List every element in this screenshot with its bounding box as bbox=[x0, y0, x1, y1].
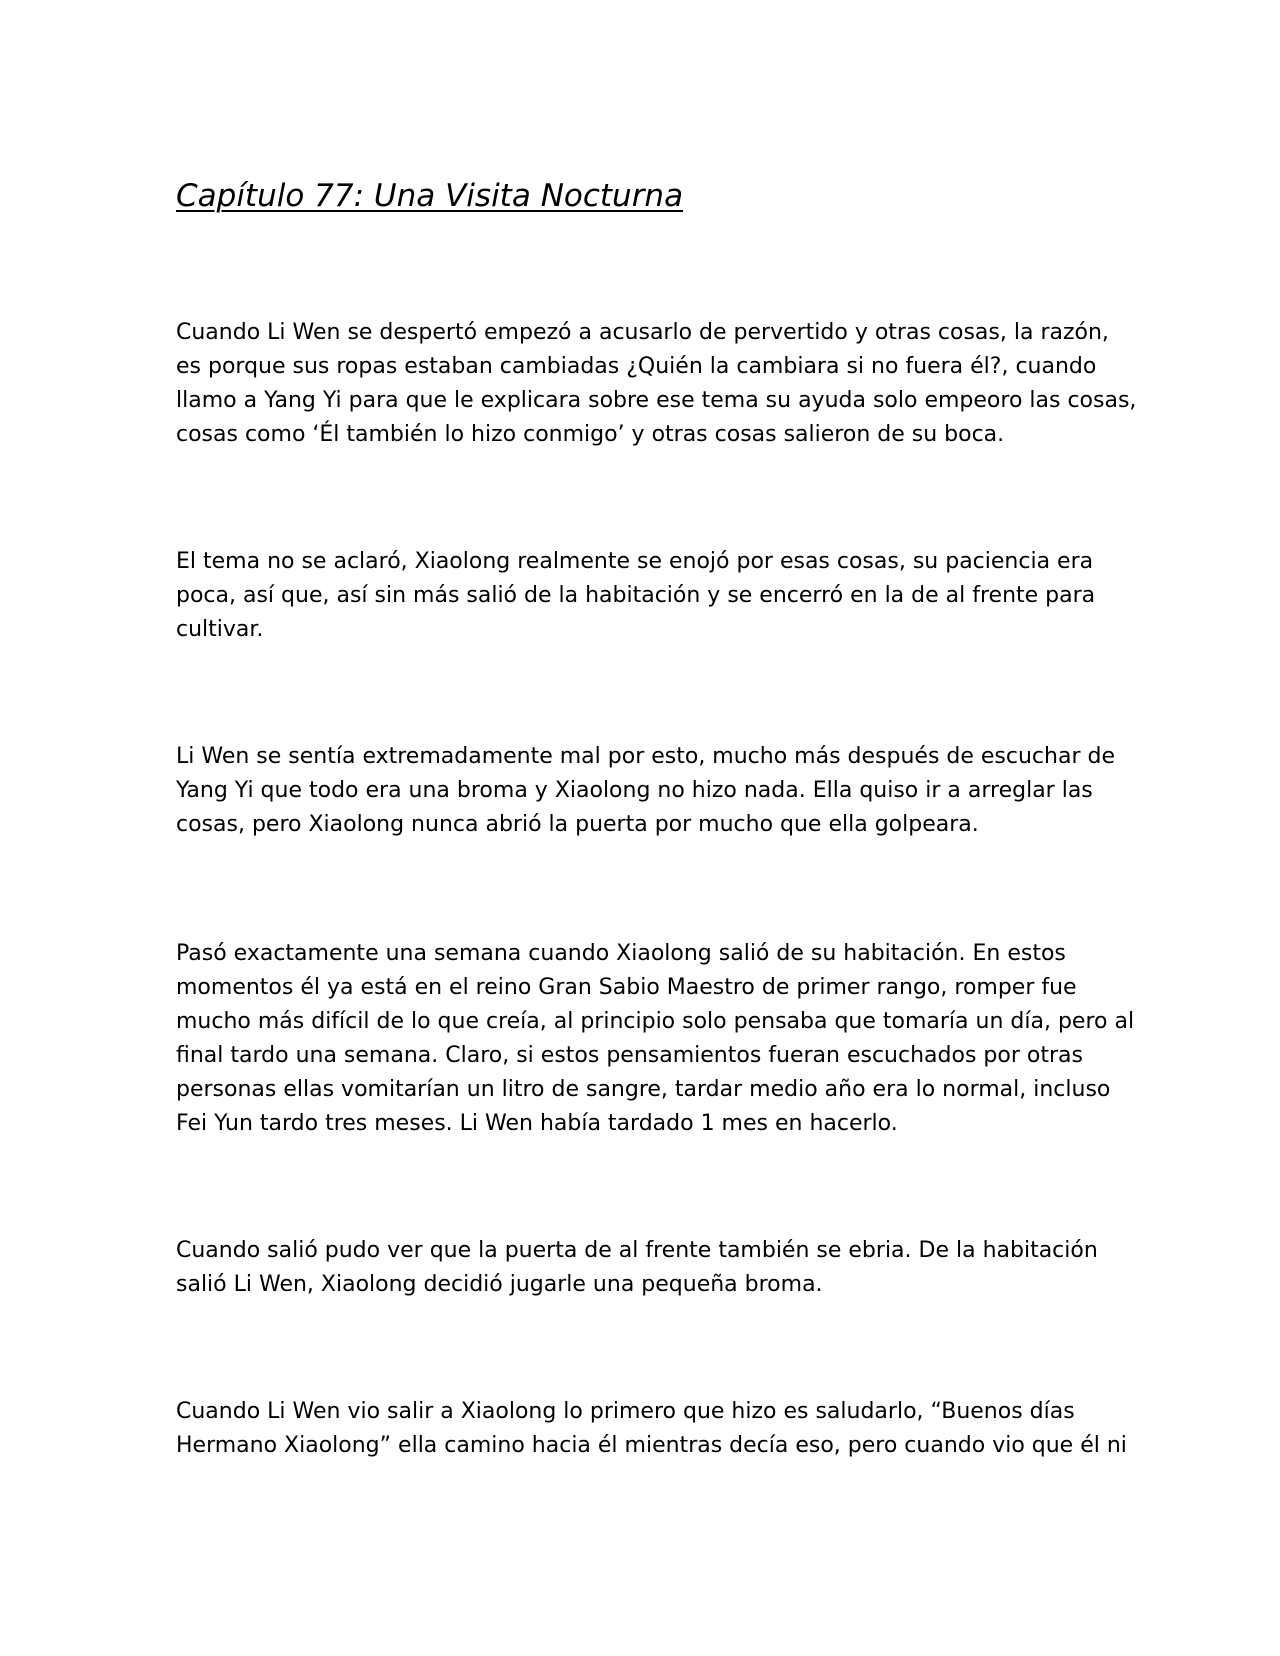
paragraph-line: cosas, pero Xiaolong nunca abrió la puerta por mucho que ella golpeara. bbox=[176, 812, 979, 837]
paragraph-line: Li Wen se sentía extremadamente mal por esto, mucho más después de escuchar de bbox=[176, 744, 1115, 769]
chapter-title: Capítulo 77: Una Visita Nocturna bbox=[176, 178, 684, 214]
paragraph bbox=[176, 937, 1135, 1141]
paragraph-line: es porque sus ropas estaban cambiadas ¿Quién la cambiara si no fuera él?, cuando bbox=[176, 354, 1097, 379]
paragraph-line: cosas como ‘Él también lo hizo conmigo’ y otras cosas salieron de su boca. bbox=[176, 422, 1005, 447]
paragraph-line: Yang Yi que todo era una broma y Xiaolong no hizo nada. Ella quiso ir a arreglar las bbox=[176, 778, 1093, 803]
paragraph-line: personas ellas vomitarían un litro de sangre, tardar medio año era lo normal, incluso bbox=[176, 1077, 1111, 1102]
paragraph-line: Fei Yun tardo tres meses. Li Wen había tardado 1 mes en hacerlo. bbox=[176, 1111, 898, 1136]
paragraph bbox=[176, 1234, 1096, 1302]
paragraph bbox=[176, 545, 1096, 647]
paragraph-line: salió Li Wen, Xiaolong decidió jugarle una pequeña broma. bbox=[176, 1272, 823, 1297]
paragraph-line: Pasó exactamente una semana cuando Xiaolong salió de su habitación. En estos bbox=[176, 941, 1066, 966]
paragraph-line: mucho más difícil de lo que creía, al principio solo pensaba que tomaría un día, pero al bbox=[176, 1009, 1135, 1034]
paragraph-line: Cuando Li Wen vio salir a Xiaolong lo primero que hizo es saludarlo, “Buenos días bbox=[176, 1399, 1075, 1424]
paragraph-line: cultivar. bbox=[176, 617, 264, 642]
paragraph-line: Cuando salió pudo ver que la puerta de al frente también se ebria. De la habitación bbox=[176, 1238, 1098, 1263]
paragraph bbox=[176, 740, 1115, 842]
paragraph bbox=[176, 1395, 1127, 1463]
paragraph-line: Cuando Li Wen se despertó empezó a acusarlo de pervertido y otras cosas, la razón, bbox=[176, 320, 1109, 345]
paragraph-line: Hermano Xiaolong” ella camino hacia él mientras decía eso, pero cuando vio que él ni bbox=[176, 1433, 1127, 1458]
paragraph-line: El tema no se aclaró, Xiaolong realmente se enojó por esas cosas, su paciencia era bbox=[176, 549, 1094, 574]
paragraph-line: momentos él ya está en el reino Gran Sabio Maestro de primer rango, romper fue bbox=[176, 975, 1077, 1000]
paragraph-line: final tardo una semana. Claro, si estos pensamientos fueran escuchados por otras bbox=[176, 1043, 1083, 1068]
paragraph bbox=[176, 316, 1137, 452]
paragraph-line: poca, así que, así sin más salió de la habitación y se encerró en la de al frente para bbox=[176, 583, 1096, 608]
paragraph-line: llamo a Yang Yi para que le explicara sobre ese tema su ayuda solo empeoro las cosas, bbox=[176, 388, 1137, 413]
